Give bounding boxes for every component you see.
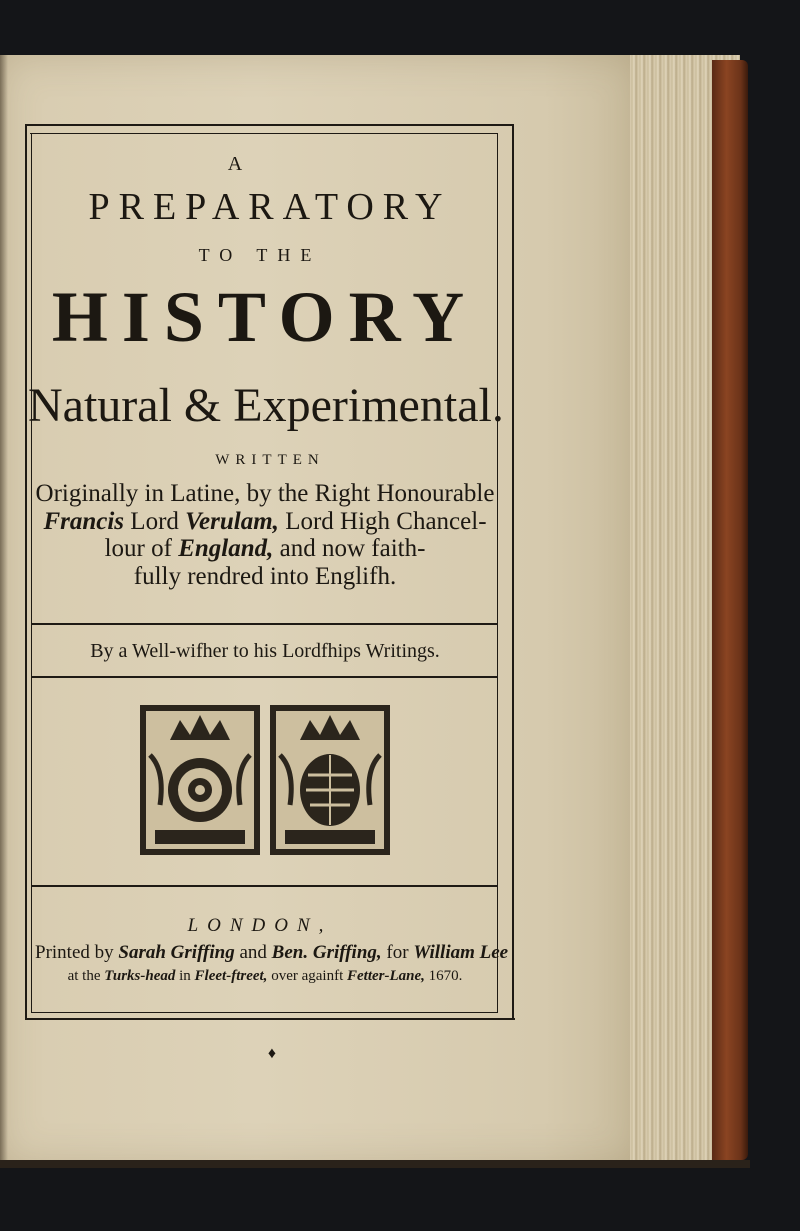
divider-1 <box>32 623 497 625</box>
binding-gutter <box>0 55 8 1165</box>
imprint-line-2 <box>35 968 495 985</box>
printer-1: Sarah Griffing <box>118 942 235 963</box>
body-line-3-end: and now faith- <box>279 535 426 562</box>
imprint-for: for <box>386 942 409 963</box>
divider-3 <box>32 885 497 887</box>
imprint-place: LONDON, <box>187 915 333 936</box>
imprint-at-the: at the <box>67 968 101 984</box>
inner-border-right <box>497 133 498 1013</box>
book-cover-edge <box>712 60 748 1160</box>
imprint-year: 1670. <box>428 968 463 984</box>
body-line-3-start: lour of <box>104 535 172 562</box>
lane-name: Fetter-Lane, <box>347 968 425 984</box>
title-preparatory: PREPARATORY <box>88 186 452 228</box>
rose-emblem-icon <box>140 705 260 855</box>
author-first-name: Francis <box>43 508 125 535</box>
printer-2: Ben. Griffing, <box>271 942 382 963</box>
body-line-2-lord: Lord <box>130 508 179 535</box>
imprint-and: and <box>239 942 267 963</box>
thistle-emblem-icon <box>270 705 390 855</box>
outer-border-top <box>25 124 513 126</box>
written-label: WRITTEN <box>215 452 325 468</box>
imprint-over: over againft <box>271 968 344 984</box>
title-to-the: TO THE <box>198 245 322 265</box>
imprint-in: in <box>179 968 191 984</box>
body-line-4: fully rendred into Englifh. <box>133 563 397 590</box>
title-article: A <box>227 153 243 175</box>
body-line-2-end: Lord High Chancel- <box>285 508 487 535</box>
fleuron-icon: ♦ <box>267 1045 277 1062</box>
book-bottom-shadow <box>0 1160 750 1168</box>
divider-2 <box>32 676 497 678</box>
body-line-3 <box>35 535 495 563</box>
street-name: Fleet-ftreet, <box>194 968 268 984</box>
printed-by: Printed by <box>35 942 114 963</box>
body-line-2 <box>35 508 495 536</box>
printers-ornament <box>130 695 400 865</box>
inner-border-bottom <box>31 1012 498 1013</box>
outer-border-bottom <box>25 1018 515 1020</box>
country-name: England, <box>178 535 274 562</box>
body-line-1: Originally in Latine, by the Right Honourable <box>35 480 495 507</box>
outer-border-left <box>25 124 27 1019</box>
outer-border-right <box>512 124 514 1019</box>
imprint-line-1 <box>35 942 509 964</box>
dedication-line: By a Well-wifher to his Lordfhips Writings. <box>90 640 440 662</box>
author-title: Verulam, <box>185 508 279 535</box>
title-history: HISTORY <box>51 277 479 357</box>
inner-border-left <box>31 133 32 1013</box>
inner-border-top <box>30 133 498 134</box>
title-subtitle: Natural & Experimental. <box>28 379 504 432</box>
bookseller: William Lee <box>413 942 509 963</box>
shop-sign: Turks-head <box>104 968 176 984</box>
